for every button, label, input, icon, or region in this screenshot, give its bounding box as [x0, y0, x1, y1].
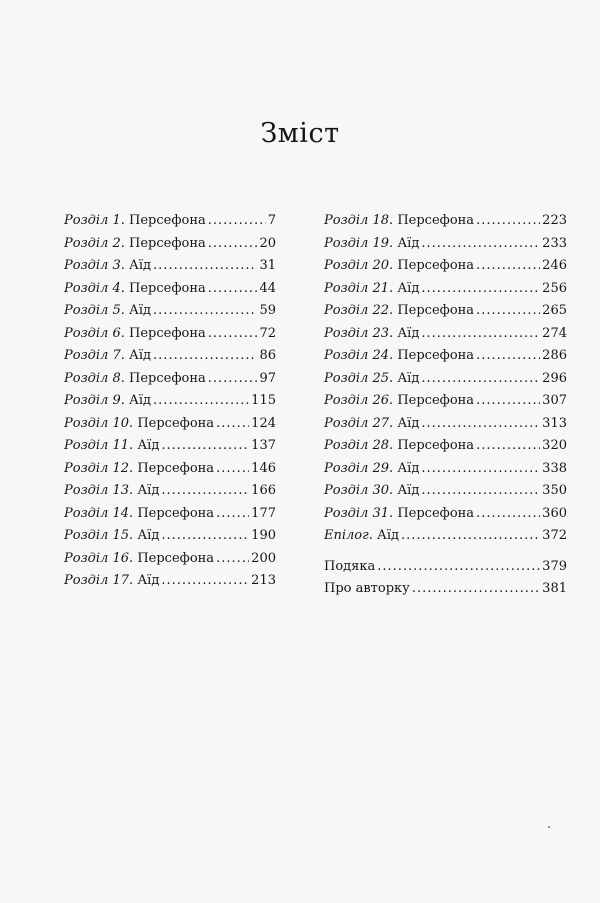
toc-entry-label [64, 413, 214, 436]
dot-leader [208, 323, 258, 346]
dot-leader [208, 278, 258, 301]
toc-entry [64, 480, 276, 503]
chapter-prefix: Розділ [64, 258, 109, 273]
chapter-prefix: Розділ [64, 483, 109, 498]
dot-leader [216, 503, 249, 526]
dot-leader [476, 210, 540, 233]
toc-entry-label [324, 480, 419, 503]
toc-entry-label [64, 435, 159, 458]
page-number: 177 [251, 505, 276, 521]
chapter-prefix: Розділ [64, 438, 109, 453]
chapter-prefix: Розділ [64, 505, 109, 521]
chapter-number [64, 303, 125, 318]
chapter-number [324, 506, 393, 521]
chapter-title: Персефона [129, 280, 206, 296]
dot-leader [412, 578, 540, 601]
chapter-num: 29. [372, 460, 394, 476]
page-title: Зміст [260, 118, 340, 150]
chapter-prefix: Розділ [324, 213, 369, 228]
chapter-prefix: Розділ [64, 573, 109, 588]
chapter-title: Аїд [397, 235, 420, 251]
chapter-title: Про авторку [324, 581, 410, 596]
section-gap [324, 548, 567, 556]
chapter-number [324, 348, 393, 363]
chapter-number [64, 438, 133, 453]
dot-leader [377, 556, 540, 579]
chapter-num: 1. [112, 213, 125, 228]
page-number: 97 [259, 370, 276, 386]
chapter-number [64, 213, 125, 228]
chapter-prefix: Розділ [324, 483, 369, 498]
toc-entry-label [64, 300, 151, 323]
toc-entry [64, 390, 276, 413]
toc-entry [64, 278, 276, 301]
toc-entry-label [324, 503, 474, 526]
chapter-title: Аїд [397, 483, 420, 498]
chapter-title: Аїд [129, 393, 152, 408]
chapter-num: 5. [112, 303, 125, 318]
dot-leader [216, 548, 249, 571]
chapter-title: Персефона [397, 213, 475, 228]
chapter-num: 31. [372, 505, 394, 521]
chapter-number [64, 371, 125, 386]
chapter-title: Персефона [397, 393, 475, 408]
page-number: 20 [259, 235, 276, 251]
dot-leader [421, 413, 540, 436]
page-number: 307 [542, 393, 567, 408]
chapter-title: Аїд [397, 280, 420, 296]
dot-leader [153, 255, 257, 278]
page-number: 360 [542, 505, 567, 521]
toc-entry-label [324, 578, 410, 601]
chapter-number [324, 416, 393, 431]
chapter-num: 12. [112, 460, 134, 476]
chapter-number [324, 483, 393, 498]
toc-entry-label [64, 570, 159, 593]
toc-entry-label [64, 368, 206, 391]
dot-leader [421, 368, 540, 391]
toc-entry [64, 345, 276, 368]
toc-entry-label [324, 390, 474, 413]
toc-entry [324, 278, 567, 301]
chapter-title: Персефона [129, 370, 206, 386]
toc-entry-label [324, 458, 419, 481]
page-number: 286 [542, 348, 567, 363]
chapter-num: 28. [372, 438, 394, 453]
page-number: 166 [251, 483, 276, 498]
page-number: 338 [542, 460, 567, 476]
chapter-title: Персефона [397, 505, 475, 521]
chapter-num: 3. [112, 258, 125, 273]
chapter-number [64, 348, 125, 363]
toc-entry-label [324, 300, 474, 323]
chapter-title: Аїд [137, 573, 160, 588]
toc-entry [64, 503, 276, 526]
dot-leader [421, 480, 540, 503]
chapter-num: 30. [372, 483, 394, 498]
chapter-prefix: Розділ [324, 303, 369, 318]
page-number: 233 [542, 235, 567, 251]
toc-entry [324, 233, 567, 256]
toc-entry-label [324, 368, 419, 391]
chapter-num: 21. [372, 280, 394, 296]
chapter-title: Аїд [137, 528, 160, 543]
page-number: 350 [542, 483, 567, 498]
chapter-prefix: Розділ [64, 550, 109, 566]
chapter-number [324, 236, 393, 251]
chapter-prefix: Розділ [64, 213, 109, 228]
chapter-prefix: Розділ [324, 235, 369, 251]
chapter-num: 11. [112, 438, 134, 453]
chapter-num: 10. [112, 415, 134, 431]
chapter-number [324, 303, 393, 318]
toc-entry [64, 233, 276, 256]
dot-leader [421, 233, 540, 256]
page-number: 313 [542, 415, 567, 431]
toc-entry-label [64, 278, 206, 301]
chapter-prefix: Розділ [64, 235, 109, 251]
toc-entry [324, 525, 567, 548]
chapter-title: Аїд [137, 438, 160, 453]
chapter-title: Персефона [397, 303, 475, 318]
chapter-title: Аїд [137, 483, 160, 498]
chapter-number [64, 281, 125, 296]
page-number: 213 [251, 573, 276, 588]
page-number: 265 [542, 303, 567, 318]
toc-entry [64, 458, 276, 481]
toc-entry-label [64, 210, 206, 233]
page-number: 115 [251, 393, 276, 408]
dot-leader [216, 413, 249, 436]
chapter-number [64, 551, 133, 566]
chapter-title: Аїд [129, 303, 152, 318]
page-number: 379 [542, 558, 567, 574]
chapter-number [64, 416, 133, 431]
chapter-number [324, 371, 393, 386]
toc-entry [64, 548, 276, 571]
page-number: 223 [542, 213, 567, 228]
dot-leader [161, 570, 249, 593]
chapter-number [324, 461, 393, 476]
dot-leader [153, 300, 257, 323]
toc-entry [324, 345, 567, 368]
page-number: 246 [542, 258, 567, 273]
chapter-title: Аїд [397, 415, 420, 431]
chapter-title: Аїд [129, 258, 152, 273]
toc-entry-label [64, 503, 214, 526]
page-number: 381 [542, 581, 567, 596]
chapter-prefix: Розділ [324, 438, 369, 453]
dot-leader [401, 525, 540, 548]
chapter-num: 23. [372, 325, 394, 341]
chapter-number [64, 506, 133, 521]
chapter-number [64, 258, 125, 273]
toc-entry [64, 435, 276, 458]
toc-entry-label [324, 345, 474, 368]
toc-entry [324, 323, 567, 346]
chapter-number [64, 393, 125, 408]
chapter-num: 9. [112, 393, 125, 408]
page-number: 137 [251, 438, 276, 453]
chapter-number [324, 326, 393, 341]
chapter-title: Персефона [397, 348, 475, 363]
chapter-prefix: Розділ [64, 325, 109, 341]
chapter-prefix: Розділ [324, 393, 369, 408]
page-number: 124 [251, 415, 276, 431]
dot-leader [161, 435, 249, 458]
toc-entry-label [324, 210, 474, 233]
toc-entry [324, 210, 567, 233]
chapter-title: Персефона [129, 325, 206, 341]
toc-entry-label [324, 413, 419, 436]
page-number: 72 [259, 325, 276, 341]
toc-entry-label [64, 458, 214, 481]
chapter-title: Персефона [137, 460, 215, 476]
page-number: 296 [542, 370, 567, 386]
page-number: 86 [259, 348, 276, 363]
chapter-num: 19. [372, 235, 394, 251]
chapter-title: Аїд [397, 460, 420, 476]
dot-leader [208, 233, 258, 256]
toc-entry [324, 458, 567, 481]
toc-entry-label [64, 255, 151, 278]
chapter-prefix: Розділ [324, 325, 369, 341]
chapter-title: Персефона [137, 550, 215, 566]
chapter-number [64, 483, 133, 498]
chapter-prefix: Розділ [324, 258, 369, 273]
chapter-title: Персефона [397, 438, 475, 453]
chapter-prefix: Розділ [64, 370, 109, 386]
chapter-number [324, 281, 393, 296]
chapter-title: Аїд [129, 348, 152, 363]
chapter-number [324, 258, 393, 273]
page-number: 200 [251, 550, 276, 566]
chapter-num: 13. [112, 483, 134, 498]
toc-entry-label [324, 435, 474, 458]
dot-leader [476, 390, 540, 413]
page-number: 372 [542, 528, 567, 543]
chapter-num: 22. [372, 303, 394, 318]
toc-entry-label [64, 548, 214, 571]
dot-leader [476, 345, 540, 368]
chapter-num: 6. [112, 325, 125, 341]
toc-entry [324, 480, 567, 503]
chapter-prefix: Розділ [324, 370, 369, 386]
chapter-title: Персефона [129, 235, 206, 251]
dot-leader [216, 458, 249, 481]
page-number: 44 [259, 280, 276, 296]
chapter-number [64, 528, 133, 543]
toc-entry-label [324, 525, 399, 548]
chapter-num: 4. [112, 280, 125, 296]
dot-leader [161, 480, 249, 503]
chapter-num: 27. [372, 415, 394, 431]
chapter-prefix: Розділ [64, 528, 109, 543]
chapter-number [324, 438, 393, 453]
chapter-title: Аїд [397, 370, 420, 386]
chapter-title: Персефона [137, 415, 215, 431]
page-number: 31 [259, 258, 276, 273]
toc-entry [324, 255, 567, 278]
chapter-prefix: Розділ [324, 415, 369, 431]
toc-left-column [64, 210, 276, 593]
chapter-num: 17. [112, 573, 134, 588]
toc-entry-label [324, 233, 419, 256]
chapter-prefix: Розділ [324, 460, 369, 476]
chapter-number [324, 213, 393, 228]
chapter-number [64, 461, 133, 476]
dot-leader [421, 278, 540, 301]
dot-leader [153, 390, 249, 413]
toc-entry [64, 413, 276, 436]
chapter-title: Аїд [397, 325, 420, 341]
toc-right-column [324, 210, 567, 601]
chapter-num: 2. [112, 235, 125, 251]
dot-leader [476, 255, 540, 278]
toc-entry [64, 570, 276, 593]
toc-entry-label [64, 390, 151, 413]
toc-entry [64, 255, 276, 278]
page-number: 256 [542, 280, 567, 296]
chapter-title: Аїд [376, 528, 399, 543]
dot-leader [153, 345, 257, 368]
chapter-num: 7. [112, 348, 125, 363]
chapter-prefix: Розділ [324, 348, 369, 363]
dot-leader [161, 525, 249, 548]
toc-entry [324, 556, 567, 579]
dot-leader [421, 323, 540, 346]
toc-entry-label [324, 556, 375, 579]
toc-entry [64, 323, 276, 346]
chapter-number [64, 573, 133, 588]
toc-entry-label [64, 345, 151, 368]
toc-entry [64, 300, 276, 323]
chapter-num: 25. [372, 370, 394, 386]
chapter-prefix: Розділ [64, 280, 109, 296]
chapter-prefix: Розділ [64, 303, 109, 318]
toc-entry [324, 503, 567, 526]
chapter-number [64, 236, 125, 251]
chapter-prefix: Розділ [64, 348, 109, 363]
dot-leader [476, 435, 540, 458]
page-number: 274 [542, 325, 567, 341]
chapter-prefix: Розділ [64, 415, 109, 431]
toc-entry [324, 435, 567, 458]
chapter-num: 14. [112, 505, 134, 521]
toc-entry-label [64, 480, 159, 503]
toc-entry-label [64, 323, 206, 346]
chapter-num: 8. [112, 370, 125, 386]
toc-entry [64, 210, 276, 233]
page-number: 190 [251, 528, 276, 543]
chapter-num: 26. [372, 393, 394, 408]
page-number: 7 [267, 213, 276, 228]
chapter-num: 15. [112, 528, 134, 543]
toc-entry [324, 368, 567, 391]
toc-entry [324, 578, 567, 601]
toc-entry-label [64, 525, 159, 548]
chapter-prefix: Розділ [324, 505, 369, 521]
chapter-title: Подяка [324, 558, 376, 574]
toc-entry-label [324, 278, 419, 301]
page-number: 59 [259, 303, 276, 318]
toc-entry [64, 525, 276, 548]
chapter-number [324, 393, 393, 408]
chapter-prefix: Епілог. [324, 528, 373, 543]
chapter-prefix: Розділ [64, 393, 109, 408]
page-number: 320 [542, 438, 567, 453]
toc-entry [324, 300, 567, 323]
dot-leader [208, 210, 266, 233]
dot-leader [208, 368, 258, 391]
page-number: 146 [251, 460, 276, 476]
chapter-num: 20. [372, 258, 394, 273]
chapter-prefix: Розділ [324, 280, 369, 296]
chapter-number [64, 326, 125, 341]
chapter-num: 18. [372, 213, 394, 228]
chapter-title: Персефона [397, 258, 475, 273]
toc-entry-label [324, 323, 419, 346]
toc-entry [324, 413, 567, 436]
toc-entry [64, 368, 276, 391]
chapter-title: Персефона [129, 213, 206, 228]
chapter-number [324, 528, 377, 543]
toc-entry-label [324, 255, 474, 278]
chapter-prefix: Розділ [64, 460, 109, 476]
dot-leader [476, 300, 540, 323]
toc-entry-label [64, 233, 206, 256]
toc-entry [324, 390, 567, 413]
chapter-title: Персефона [137, 505, 215, 521]
chapter-num: 24. [372, 348, 394, 363]
chapter-num: 16. [112, 550, 134, 566]
dot-leader [421, 458, 540, 481]
print-speck [548, 826, 550, 828]
dot-leader [476, 503, 540, 526]
